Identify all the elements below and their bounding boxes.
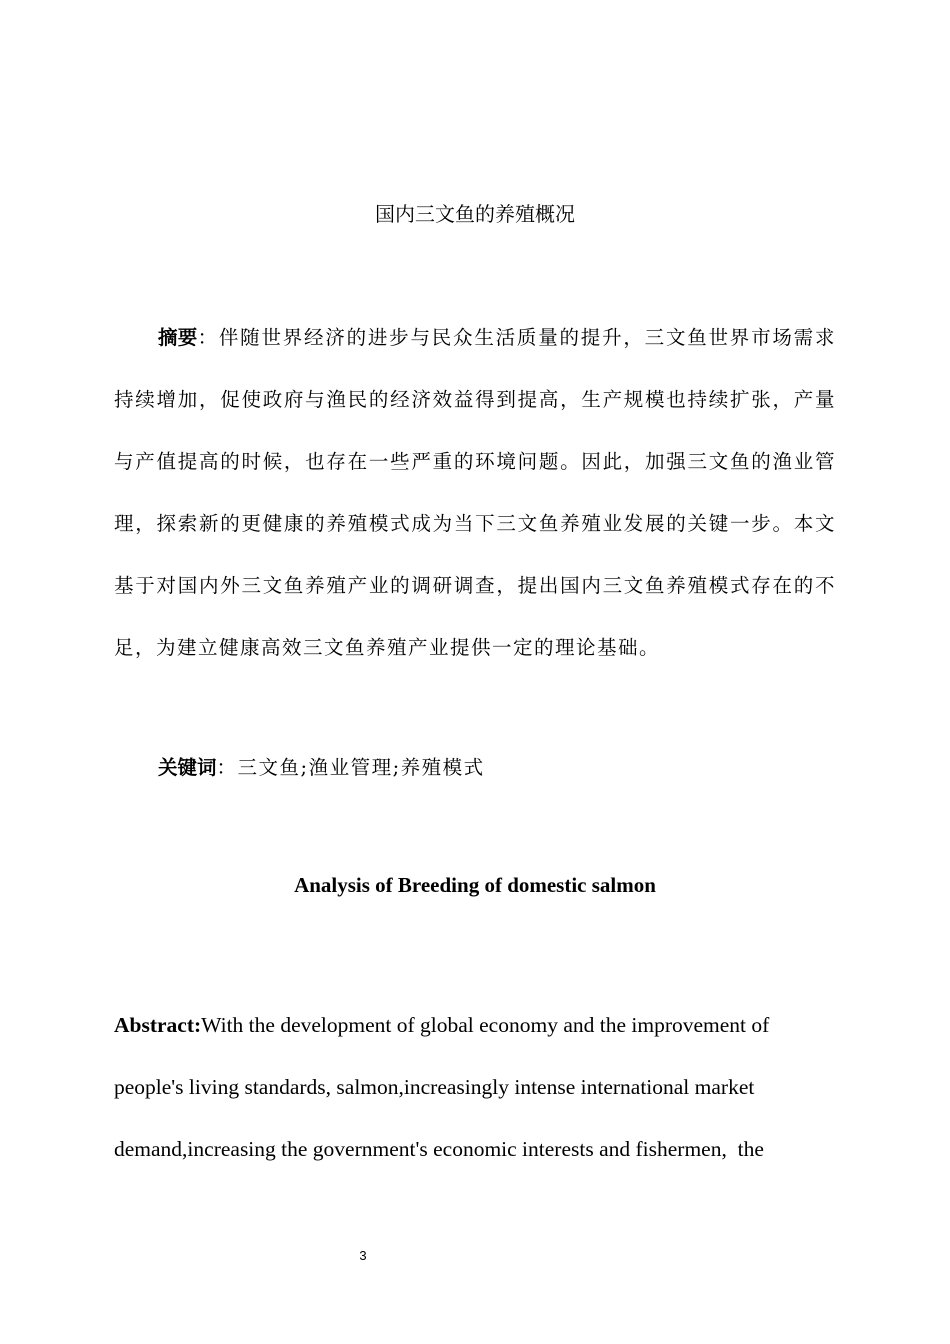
page-number: 3	[359, 1248, 367, 1263]
english-abstract-label: Abstract:	[114, 1013, 202, 1037]
english-abstract-line-3: demand,increasing the government's economic interests and fishermen, the	[114, 1137, 764, 1161]
chinese-abstract	[114, 307, 836, 679]
english-abstract-line-1	[114, 994, 814, 1056]
chinese-title: 国内三文鱼的养殖概况	[375, 202, 575, 226]
chinese-abstract-label: 摘要	[158, 326, 198, 349]
chinese-keywords-text: 三文鱼;渔业管理;养殖模式	[237, 756, 485, 779]
chinese-keywords-separator: ：	[216, 756, 238, 779]
chinese-abstract-separator: ：	[197, 326, 219, 349]
chinese-abstract-text: 伴随世界经济的进步与民众生活质量的提升，三文鱼世界市场需求持续增加，促使政府与渔民的经济效益得到提高，生产规模也持续扩张，产量与产值提高的时候，也存在一些严重的环境问题。因此，加强三文鱼的渔业管理，探索新的更健康的养殖模式成为当下三文鱼养殖业发展的关键一步。本文基于对国内外三文鱼养殖产业的调研调查，提出国内三文鱼养殖模式存在的不足，为建立健康高效三文鱼养殖产业提供一定的理论基础。	[114, 326, 836, 659]
chinese-keywords	[158, 737, 838, 799]
english-abstract-line-2: people's living standards, salmon,increasingly intense international market	[114, 1075, 755, 1099]
chinese-keywords-label: 关键词	[158, 756, 217, 779]
english-abstract	[114, 994, 814, 1180]
english-abstract-line-text: With the development of global economy and the improvement of	[201, 1013, 770, 1037]
english-title: Analysis of Breeding of domestic salmon	[294, 873, 656, 897]
